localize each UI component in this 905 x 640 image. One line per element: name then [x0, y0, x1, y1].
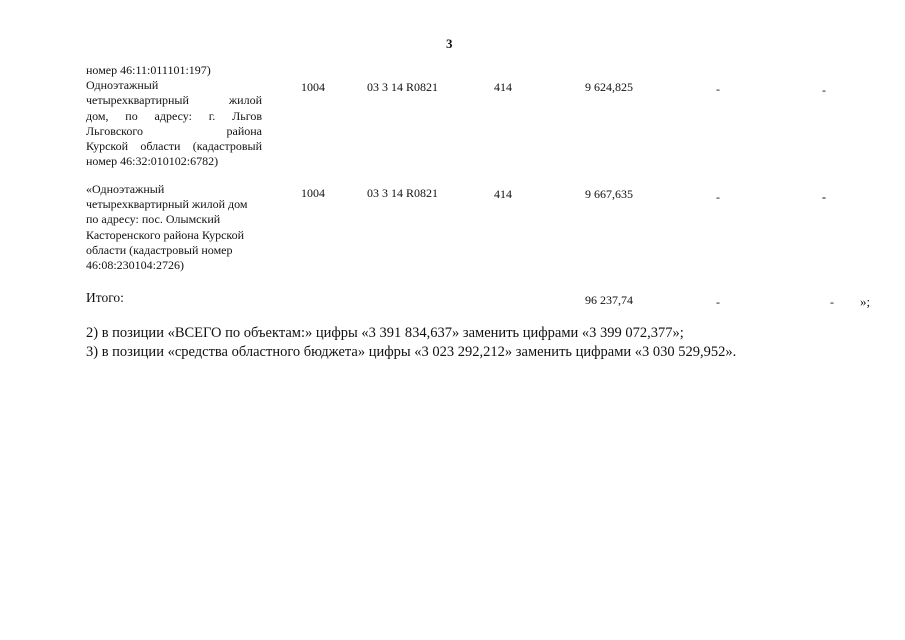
dash-value: -: [716, 82, 720, 96]
dash-value: -: [830, 295, 834, 309]
dash-value: -: [716, 295, 720, 309]
object-description: [86, 63, 262, 169]
dash-value: -: [822, 83, 826, 97]
amendment-note: 3) в позиции «средства областного бюджета» цифры «3 023 292,212» заменить цифрами «3 030 529,952».: [86, 344, 737, 360]
total-label: Итого:: [86, 290, 124, 305]
description-line: области (кадастровый номер: [86, 242, 233, 257]
description-line: четырехквартирный жилой: [86, 93, 262, 108]
description-line: по адресу: пос. Олымский: [86, 212, 221, 227]
description-line: четырехквартирный жилой дом: [86, 197, 248, 212]
amount-value: 9 667,635: [585, 187, 633, 201]
total-amount: 96 237,74: [585, 293, 633, 307]
description-line: номер 46:11:011101:197): [86, 63, 211, 77]
amount-value: 9 624,825: [585, 80, 633, 94]
section-code: 1004: [301, 80, 325, 94]
description-line: Льговского района: [86, 123, 262, 138]
closing-quote: »;: [860, 294, 871, 309]
description-line: дом, по адресу: г. Льгов: [86, 108, 262, 123]
expense-type-code: 414: [494, 187, 512, 201]
dash-value: -: [822, 190, 826, 204]
object-description: [86, 182, 262, 273]
description-line: номер 46:32:010102:6782): [86, 154, 219, 169]
description-line: Касторенского района Курской: [86, 227, 245, 242]
description-line: 46:08:230104:2726): [86, 258, 184, 273]
description-line: Курской области (кадастровый: [86, 139, 262, 154]
target-article-code: 03 3 14 R0821: [367, 80, 439, 94]
page-number: 3: [446, 36, 453, 51]
dash-value: -: [716, 190, 720, 204]
description-line: «Одноэтажный: [86, 182, 165, 196]
amendment-note: 2) в позиции «ВСЕГО по объектам:» цифры «3 391 834,637» заменить цифрами «3 399 072,377»;: [86, 325, 684, 341]
expense-type-code: 414: [494, 80, 512, 94]
target-article-code: 03 3 14 R0821: [367, 186, 439, 200]
section-code: 1004: [301, 186, 325, 200]
description-line: Одноэтажный: [86, 78, 159, 93]
